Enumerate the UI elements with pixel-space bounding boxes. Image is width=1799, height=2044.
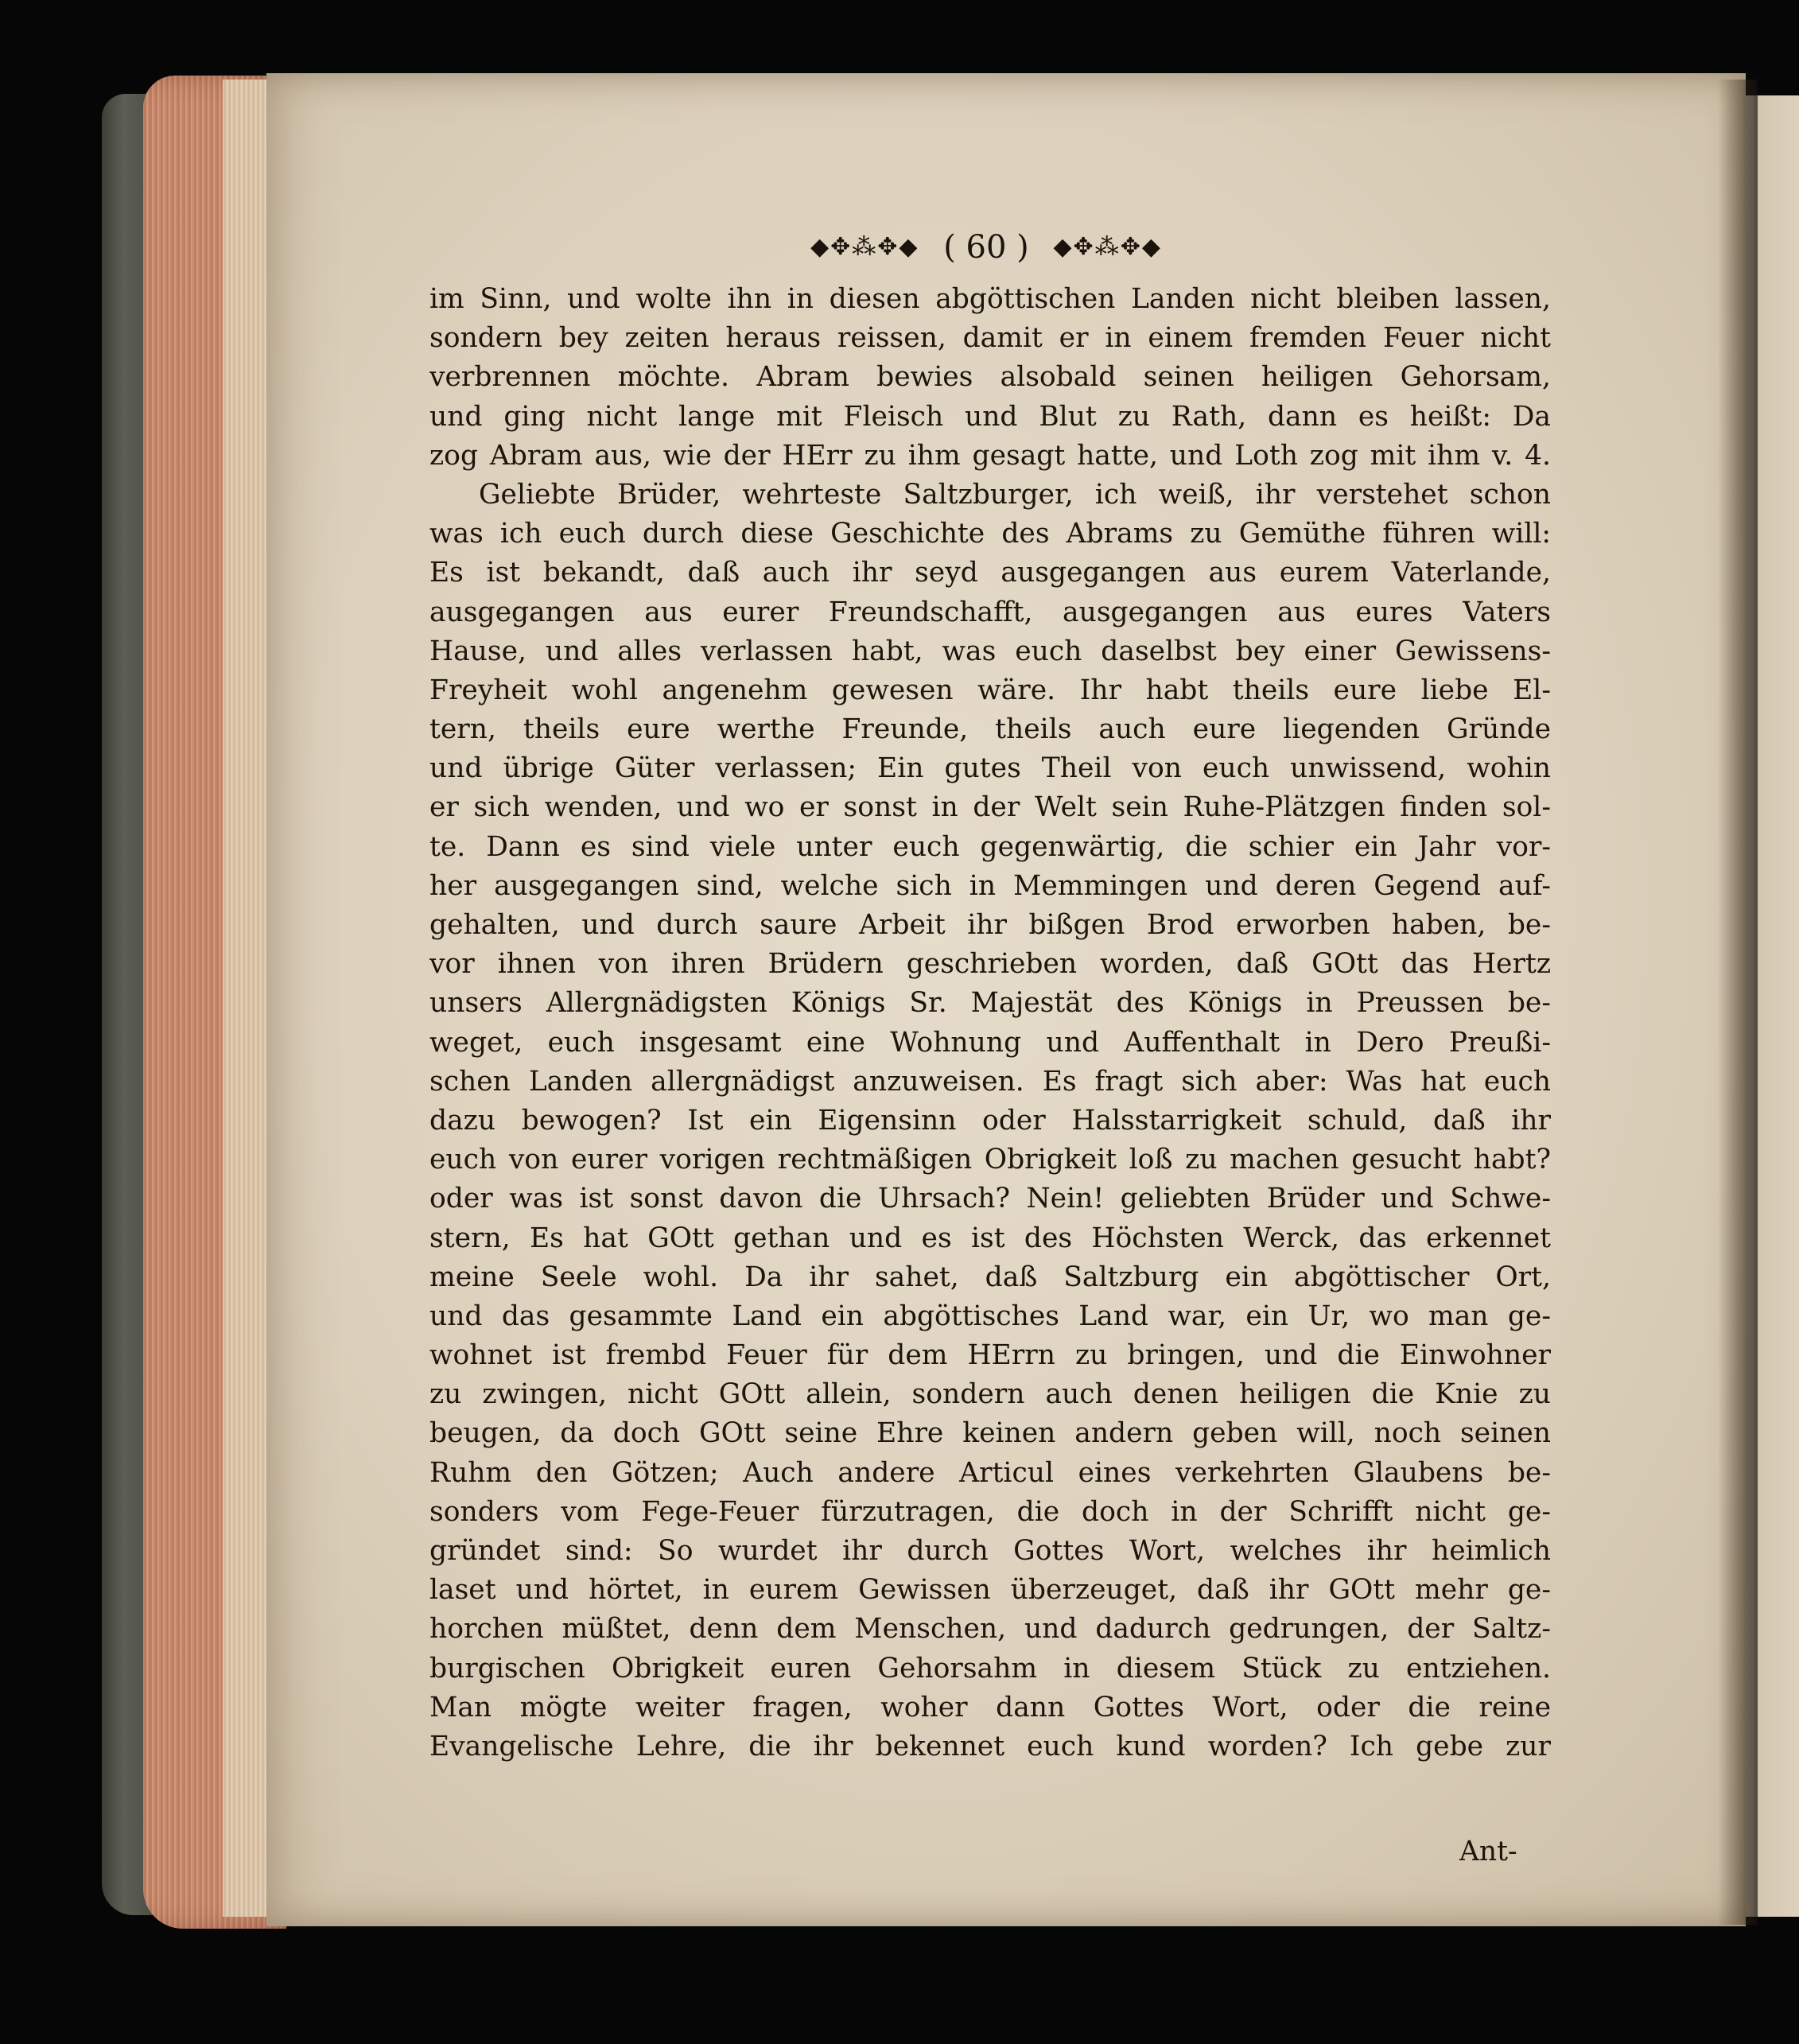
text-line: oder was ist sonst davon die Uhrsach? Nein! geliebten Brüder und Schwe- <box>429 1183 1551 1215</box>
header-ornament-right: ◆✥⁂✥◆ <box>1053 233 1162 261</box>
text-line: beugen, da doch GOtt seine Ehre keinen andern geben will, noch seinen <box>429 1417 1551 1450</box>
text-line: vor ihnen von ihren Brüdern geschrieben worden, daß GOtt das Hertz <box>429 948 1551 981</box>
text-line: gründet sind: So wurdet ihr durch Gottes Wort, welches ihr heimlich <box>429 1535 1551 1567</box>
text-line: weget, euch insgesamt eine Wohnung und Auffenthalt in Dero Preußi- <box>429 1026 1551 1059</box>
text-line: Man mögte weiter fragen, woher dann Gottes Wort, oder die reine <box>429 1691 1551 1723</box>
text-line: sonders vom Fege-Feuer fürzutragen, die doch in der Schrifft nicht ge- <box>429 1495 1551 1528</box>
text-line: tern, theils eure werthe Freunde, theils auch eure liegenden Gründe <box>429 713 1551 746</box>
text-line: stern, Es hat GOtt gethan und es ist des Höchsten Werck, das erkennet <box>429 1222 1551 1254</box>
text-line: burgischen Obrigkeit euren Gehorsahm in diesem Stück zu entziehen. <box>429 1652 1551 1685</box>
text-line: dazu bewogen? Ist ein Eigensinn oder Halsstarrigkeit schuld, daß ihr <box>429 1104 1551 1137</box>
text-line: schen Landen allergnädigst anzuweisen. Es fragt sich aber: Was hat euch <box>429 1065 1551 1098</box>
text-line: sondern bey zeiten heraus reissen, damit er in einem fremden Feuer nicht <box>429 322 1551 355</box>
text-line: im Sinn, und wolte ihn in diesen abgöttischen Landen nicht bleiben lassen, <box>429 283 1551 315</box>
text-line: horchen müßtet, denn dem Menschen, und dadurch gedrungen, der Saltz- <box>429 1613 1551 1646</box>
text-line: laset und hörtet, in eurem Gewissen überzeuget, daß ihr GOtt mehr ge- <box>429 1574 1551 1607</box>
text-line: gehalten, und durch saure Arbeit ihr bißgen Brod erworben haben, be- <box>429 909 1551 941</box>
page-number: ( 60 ) <box>943 229 1029 266</box>
header-ornament-left: ◆✥⁂✥◆ <box>810 233 919 261</box>
text-line: meine Seele wohl. Da ihr sahet, daß Saltzburg ein abgöttischer Ort, <box>429 1261 1551 1293</box>
text-line: was ich euch durch diese Geschichte des Abrams zu Gemüthe führen will: <box>429 518 1551 550</box>
text-line: her ausgegangen sind, welche sich in Memmingen und deren Gegend auf- <box>429 869 1551 902</box>
text-line: Hause, und alles verlassen habt, was euch daselbst bey einer Gewissens- <box>429 635 1551 667</box>
text-line: Es ist bekandt, daß auch ihr seyd ausgegangen aus eurem Vaterlande, <box>429 557 1551 589</box>
text-line: zog Abram aus, wie der HErr zu ihm gesagt hatte, und Loth zog mit ihm v. 4. <box>429 439 1551 472</box>
text-line: te. Dann es sind viele unter euch gegenwärtig, die schier ein Jahr vor- <box>429 830 1551 863</box>
text-line: euch von eurer vorigen rechtmäßigen Obrigkeit loß zu machen gesucht habt? <box>429 1144 1551 1176</box>
text-line: und übrige Güter verlassen; Ein gutes Theil von euch unwissend, wohin <box>429 752 1551 785</box>
text-line: Ruhm den Götzen; Auch andere Articul eines verkehrten Glaubens be- <box>429 1456 1551 1489</box>
text-line: Geliebte Brüder, wehrteste Saltzburger, ich weiß, ihr verstehet schon <box>479 478 1551 511</box>
text-line: er sich wenden, und wo er sonst in der Welt sein Ruhe-Plätzgen finden sol- <box>429 791 1551 824</box>
text-line: Freyheit wohl angenehm gewesen wäre. Ihr habt theils eure liebe El- <box>429 674 1551 706</box>
text-line: zu zwingen, nicht GOtt allein, sondern auch denen heiligen die Knie zu <box>429 1378 1551 1411</box>
page-header <box>764 229 1209 277</box>
page-gutter-shadow <box>1718 80 1758 1925</box>
text-line: verbrennen möchte. Abram bewies alsobald seinen heiligen Gehorsam, <box>429 361 1551 394</box>
catchword: Ant- <box>1459 1836 1517 1867</box>
text-line: unsers Allergnädigsten Königs Sr. Majestät des Königs in Preussen be- <box>429 987 1551 1020</box>
text-line: und das gesammte Land ein abgöttisches Land war, ein Ur, wo man ge- <box>429 1300 1551 1332</box>
text-line: und ging nicht lange mit Fleisch und Blut zu Rath, dann es heißt: Da <box>429 400 1551 433</box>
text-line: Evangelische Lehre, die ihr bekennet euch kund worden? Ich gebe zur <box>429 1730 1551 1762</box>
body-text <box>429 280 1551 1766</box>
text-line: wohnet ist frembd Feuer für dem HErrn zu bringen, und die Einwohner <box>429 1339 1551 1372</box>
text-line: ausgegangen aus eurer Freundschafft, ausgegangen aus eures Vaters <box>429 596 1551 628</box>
